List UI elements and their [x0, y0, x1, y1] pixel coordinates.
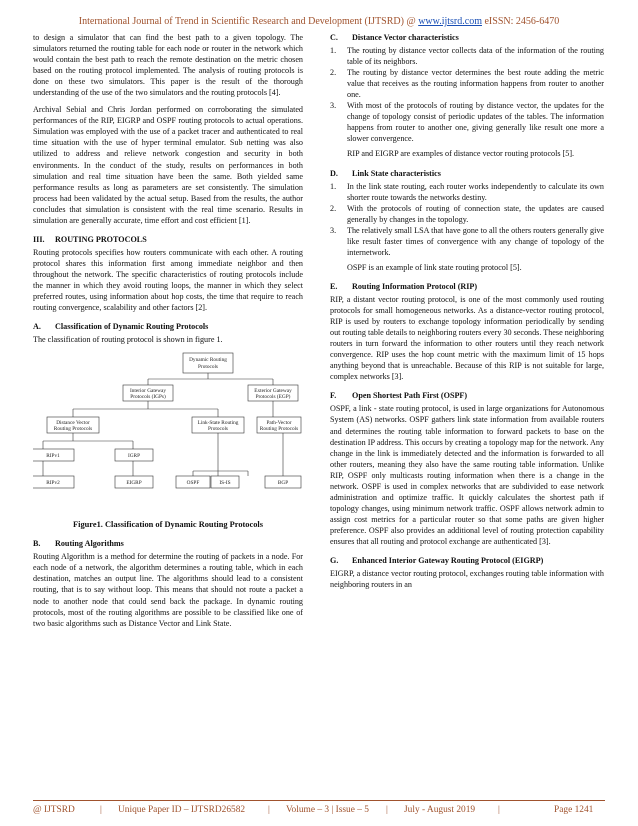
egp-label-1: Exterior Gateway [254, 388, 292, 395]
paragraph: RIP, a distant vector routing protocol, is one of the most commonly used routing protocols for small homogeneous networks. As a distance-vector routing protocol, RIP is used by routers to exchange topology information periodically by sending out routing table details to neighboring routers every 30 seconds. These neighboring routers in turn forward the information to other routers until they reach network convergence. RIP uses the hop count metric with the maximum limit of 15 hops anything beyond that is unreachable. Because of this RIP is not suitable for large, complex networks [3]. [330, 294, 604, 382]
distance-vector-list [330, 45, 604, 144]
paragraph: The classification of routing protocol is shown in figure 1. [33, 335, 223, 345]
igp-label-1: Interior Gateway [129, 388, 167, 395]
paragraph: EIGRP, a distance vector routing protocol, exchanges routing table information with neighboring routers in an [330, 569, 604, 590]
list-item: 1. In the link state routing, each router works independently to calculate its own shorter route towards the networks destiny. [330, 181, 604, 202]
ripv1-label: RIPv1 [46, 453, 60, 460]
eigrp-label: EIGRP [126, 480, 142, 487]
right-column [330, 32, 604, 596]
list-item: 3. The relatively small LSA that have gone to all the others routers generally give like result faster times of convergence with any change of topology of the internetwork. [330, 225, 604, 257]
paragraph: Routing protocols specifies how routers communicate with each other. A routing protocol shares this information first among immediate neighbor and then throughout the network. The specific characteristics of routing protocols include the manner in which they avoid routing loops, the manner in which they select preferred routes, using information about hop costs, the time that require to reach routing convergence, scalability and other factors [2]. [33, 247, 303, 313]
routing-protocol-diagram [33, 349, 303, 517]
journal-header: International Journal of Trend in Scientific Research and Development (IJTSRD) @ www.ijtsrd.com eISSN: 2456-6470 [78, 16, 560, 27]
ospf-label: OSPF [186, 480, 200, 487]
subsection-heading: A. Classification of Dynamic Routing Protocols [33, 322, 209, 332]
bgp-label: BGP [277, 480, 289, 487]
footer-divider [33, 800, 605, 801]
subsection-heading: D. Link State characteristics [330, 168, 441, 178]
ls-label-1: Link-State Routing [197, 420, 239, 427]
paragraph: RIP and EIGRP are examples of distance vector routing protocols [5]. [347, 149, 575, 159]
paragraph: OSPF, a link - state routing protocol, is used in large organizations for Autonomous System (AS) networks. OSPF gathers link state information from available routers and determines the routing table information to forward packets to base on the destination IP address. This occurs by creating a topology map for the network. Any change in the link is immediately detected and the information is forwarded to all other routers, meaning they also have the same routing table information. Unlike RIP, OSPF only multicasts routing information when there is a change in the network. OSPF is used in complex networks that are subdivided to ease network administration and optimize traffic. It quickly calculates the shortest path if topology changes, using minimum network traffic. OSPF allows network admin to assign cost metrics for a particular router so that some paths are given higher preference. OSPF also provides an additional level of routing protection capability ensures that all routing and protocol exchange are authenticated [3]. [330, 404, 604, 546]
list-item: 2. The routing by distance vector determines the best route adding the metric value that receives as the routing information happens from router to another one. [330, 68, 604, 100]
footer-page: Page 1241 [554, 805, 594, 815]
subsection-heading: F. Open Shortest Path First (OSPF) [330, 391, 468, 401]
footer-site: @ IJTSRD [33, 805, 75, 815]
ls-label-2: Protocols [207, 426, 229, 433]
subsection-heading: G. Enhanced Interior Gateway Routing Protocol (EIGRP) [330, 556, 544, 566]
list-item: 1. The routing by distance vector collects data of the information of the routing table of its neighbors. [330, 46, 604, 67]
left-column [33, 32, 303, 635]
link-state-list [330, 181, 604, 258]
dv-label-2: Routing Protocols [53, 426, 93, 433]
classification-figure [33, 349, 303, 517]
egp-label-2: Protocols (EGP) [255, 394, 291, 401]
igrp-label: IGRP [127, 453, 141, 460]
list-item: 3. With most of the protocols of routing by distance vector, the updates for the change of topology consist of periodic updates of the tables. The information happens from router to another one, giving generally like result one more a slower convergence. [330, 101, 604, 144]
footer-volume: Volume – 3 | Issue – 5 [286, 805, 369, 815]
paragraph: OSPF is an example of link state routing protocol [5]. [347, 262, 522, 272]
paragraph: Routing Algorithm is a method for determine the routing of packets in a node. For each node of a network, the algorithm determines a routing table, which in each destination, matches an output line. The algorithms should lead to a consistent routing, that is to say without loop. This means that should not route a packet a node to another node that could send back the package. In dynamic routing protocols, most of the routing algorithms are possible to be classified like one of two basic algorithms such as Distance Vector and Link State. [33, 552, 303, 628]
pv-label-2: Routing Protocols [259, 426, 299, 433]
paragraph: Archival Sebial and Chris Jordan performed on corroborating the simulated performances of the RIP, EIGRP and OSPF routing protocols to actual operations. Simulation was employed with the use of a packet tracer and authenticated to real time situation with the use of hyper terminal emulator. Sub netting was also utilized to address and relieve network congestion and security in both environments. In the conduct of the study, results on performances in both simulation and real time situation have been the same. Both yielded same performance results as long as parameters are set consistently. The simulation process had been validated by the actual setup. Based from the results, the author concludes that simulation is consistent with the real time scenario. Results in simulation are generally accurate, time effort and cost efficient [1]. [33, 105, 303, 225]
list-item: 2. With the protocols of routing of connection state, the updates are caused generally by changes in the topology. [330, 203, 604, 224]
dv-label-1: Distance Vector [56, 420, 90, 427]
root-node [183, 353, 233, 373]
figure-caption: Figure1. Classification of Dynamic Routing Protocols [73, 520, 263, 530]
subsection-heading: B. Routing Algorithms [33, 539, 124, 549]
journal-link[interactable]: www.ijtsrd.com [418, 16, 482, 27]
paragraph: to design a simulator that can find the best path to a given topology. The simulators returned the routing table for each node or router in the network which would contain the best path to reach the remote destination on the metric chosen based on the routing protocol implemented. The analysis of routing protocols is done on these two simulators. This paper is the result of the thorough understanding of the use of the two simulators and the routing protocols [4]. [33, 33, 303, 98]
igp-label-2: Protocols (IGPs) [130, 394, 166, 401]
isis-label: IS-IS [219, 480, 231, 487]
subsection-heading: E. Routing Information Protocol (RIP) [330, 281, 478, 291]
ripv2-label: RIPv2 [46, 480, 60, 487]
root-label-2: Protocols [197, 364, 219, 371]
section-heading: III. ROUTING PROTOCOLS [33, 234, 147, 244]
root-label-1: Dynamic Routing [189, 357, 227, 364]
subsection-heading: C. Distance Vector characteristics [330, 33, 459, 42]
footer-date: July - August 2019 [404, 805, 476, 815]
footer-paper-id: Unique Paper ID – IJTSRD26582 [118, 805, 246, 815]
pv-label-1: Path-Vector [266, 420, 292, 427]
